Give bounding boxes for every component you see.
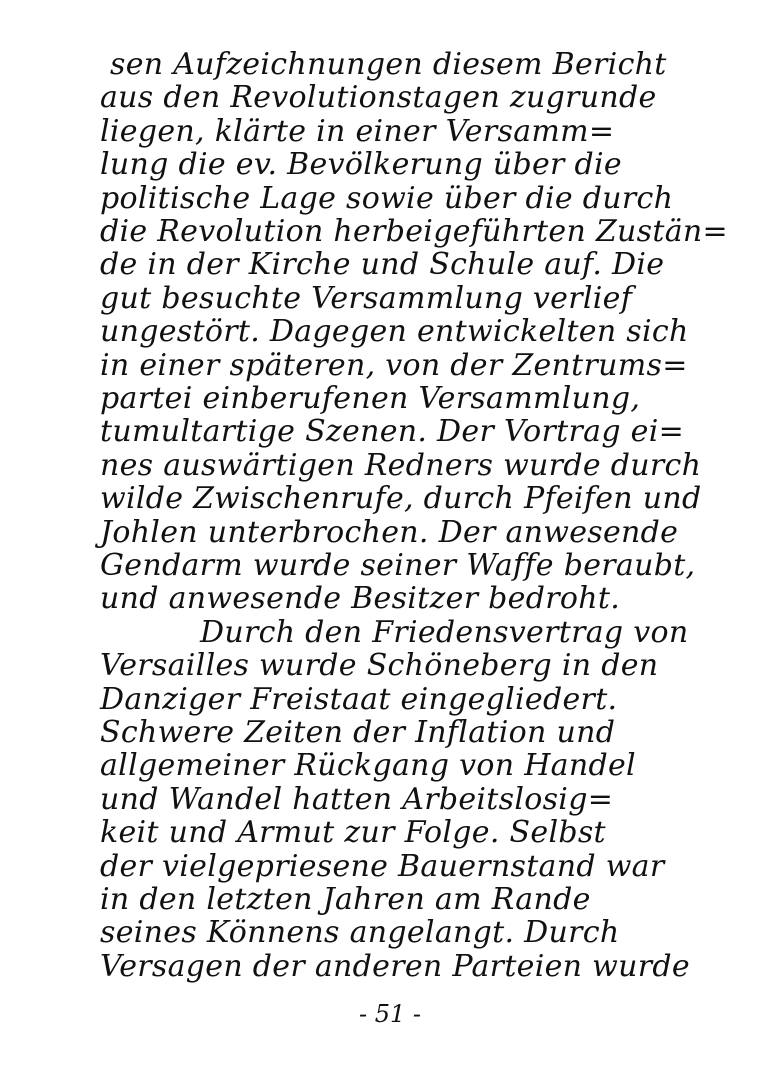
text-line: und anwesende Besitzer bedroht. [100, 581, 621, 617]
text-line: Versailles wurde Schöneberg in den [100, 648, 659, 684]
text-line: Schwere Zeiten der Inflation und [100, 715, 616, 750]
text-line: partei einberufenen Versammlung, [100, 381, 641, 416]
text-line: nes auswärtigen Redners wurde durch [100, 447, 702, 483]
text-line: de in der Kirche und Schule auf. Die [100, 247, 665, 283]
text-line: lung die ev. Bevölkerung über die [100, 147, 622, 183]
text-line: in einer späteren, von der Zentrums= [100, 347, 688, 383]
text-line: ungestört. Dagegen entwickelten sich [100, 314, 689, 350]
text-line: liegen, klärte in einer Versamm= [100, 113, 615, 149]
text-line: in den letzten Jahren am Rande [100, 882, 591, 917]
paragraph-start-line: Durch den Friedensvertrag von [200, 614, 689, 650]
text-line: gut besuchte Versammlung verlief [100, 280, 633, 316]
text-line: seines Könnens angelangt. Durch [100, 915, 620, 951]
text-line: sen Aufzeichnungen diesem Bericht [110, 47, 667, 82]
text-line: Gendarm wurde seiner Waffe beraubt, [100, 548, 696, 583]
text-line: allgemeiner Rückgang von Handel [100, 748, 636, 784]
text-line: keit und Armut zur Folge. Selbst [100, 815, 606, 851]
text-line: und Wandel hatten Arbeitslosig= [100, 781, 614, 817]
text-line: Johlen unterbrochen. Der anwesende [100, 514, 679, 550]
text-line: die Revolution herbeigeführten Zustän= [100, 214, 728, 249]
text-line: wilde Zwischenrufe, durch Pfeifen und [100, 481, 702, 517]
text-line: der vielgepriesene Bauernstand war [100, 848, 665, 884]
text-line: politische Lage sowie über die durch [100, 180, 674, 216]
text-line: Versagen der anderen Parteien wurde [100, 948, 690, 984]
text-line: tumultartige Szenen. Der Vortrag ei= [100, 414, 685, 450]
text-line: aus den Revolutionstagen zugrunde [100, 80, 657, 116]
text-line: Danziger Freistaat eingegliedert. [100, 681, 618, 717]
page-number: - 51 - [358, 1000, 421, 1028]
